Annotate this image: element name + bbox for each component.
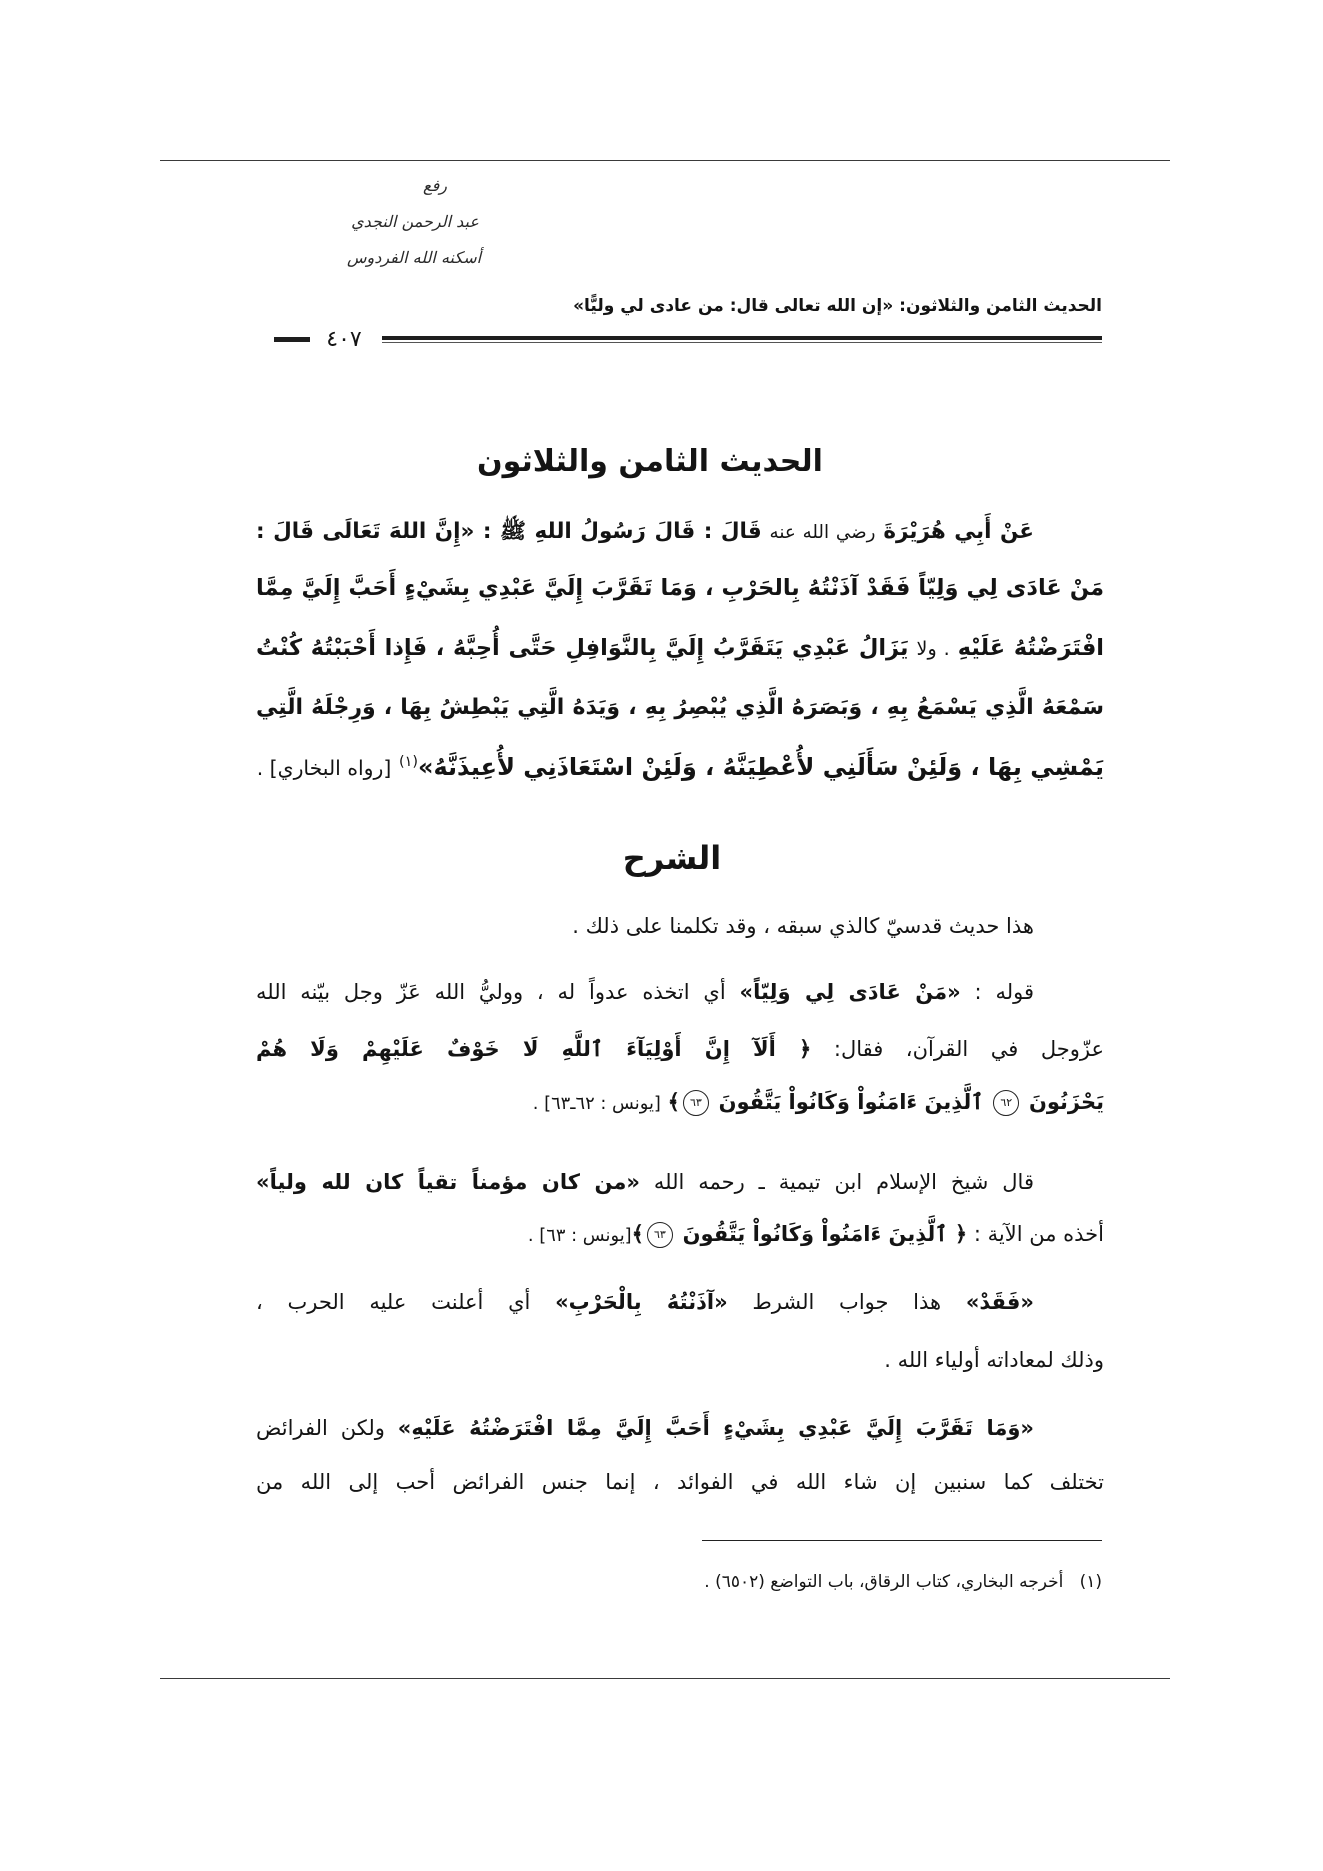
sharh-text: هذا جواب الشرط: [752, 1290, 942, 1314]
footnote: [256, 1567, 1102, 1597]
page-number-bar: [274, 337, 310, 342]
stamp-line: عبد الرحمن النجدي: [351, 212, 479, 231]
hadith-text: يَزَالُ عَبْدِي يَتَقَرَّبُ إِلَيَّ بِالنَّوَافِلِ حَتَّى أُحِبَّهُ ، فَإِذا أَحْبَبْتُهُ كُنْتُ: [256, 635, 909, 661]
page-number: ٤٠٧: [326, 327, 362, 352]
hadith-line: [256, 686, 1104, 730]
footnote-reference: (١): [398, 754, 418, 770]
sharh-line: [256, 906, 1034, 946]
sharh-line: [256, 972, 1034, 1012]
hadith-text: يَمْشِي بِهَا ، وَلَئِنْ سَأَلَنِي لأُعْطِيَنَّهُ ، وَلَئِنْ اسْتَعَاذَنِي لأُعِيذَنَّهُ»: [417, 753, 1104, 781]
sharh-line: [256, 1462, 1104, 1502]
footnote-text: أخرجه البخاري، كتاب الرقاق، باب التواضع (٦٥٠٢) .: [704, 1572, 1064, 1592]
sharh-text: قوله :: [974, 980, 1034, 1004]
hadith-source: [رواه البخاري] .: [256, 756, 392, 780]
quran-bracket: ﴾: [667, 1090, 680, 1114]
sharh-text: عزّوجل في القرآن، فقال:: [833, 1037, 1104, 1061]
hadith-line: [256, 566, 1104, 610]
top-border-line: [160, 160, 1170, 161]
sharh-line: [256, 1408, 1034, 1448]
hadith-quote: «فَقَدْ»: [965, 1290, 1034, 1314]
hadith-text: افْتَرَضْتُهُ عَلَيْهِ: [957, 635, 1105, 661]
verse-citation: [يونس : ٦٢ـ٦٣] .: [532, 1093, 661, 1114]
verse-citation: [يونس : ٦٣] .: [527, 1225, 632, 1246]
running-header-title: الحديث الثامن والثلاثون: «إن الله تعالى قال: من عادى لي وليًّا»: [573, 296, 1102, 316]
stamp-line: رفع: [423, 176, 447, 195]
sharh-text: قال شيخ الإسلام ابن تيمية ـ رحمه الله: [653, 1170, 1034, 1194]
sharh-line: [256, 1029, 1104, 1069]
sharh-line: [256, 1214, 1104, 1256]
hadith-text: مَنْ عَادَى لِي وَلِيّاً فَقَدْ آذَنْتُهُ بِالحَرْبِ ، وَمَا تَقَرَّبَ إِلَيَّ عَبْدِي بِشَيْءٍ أَحَبَّ إِلَيَّ مِمَّا: [256, 575, 1104, 601]
sharh-text: أي أعلنت عليه الحرب ،: [256, 1290, 531, 1314]
stamp-line: أسكنه الله الفردوس: [346, 248, 482, 267]
hadith-line: [256, 740, 1104, 790]
ayah-number-marker: ٦٢: [993, 1090, 1019, 1116]
ayah-number-marker: ٦٣: [683, 1090, 709, 1116]
sharh-text: أي اتخذه عدواً له ، ووليُّ الله عَزّ وجل بيّنه الله: [256, 980, 726, 1004]
sharh-line: [256, 1340, 1104, 1380]
sharh-line: [256, 1162, 1034, 1202]
hadith-line: [256, 626, 1104, 671]
sharh-text: أخذه من الآية :: [973, 1222, 1104, 1246]
hadith-connector: . ولا: [916, 637, 950, 660]
sharh-text: هذا حديث قدسيّ كالذي سبقه ، وقد تكلمنا على ذلك .: [572, 914, 1034, 938]
narrator-name: عَنْ أَبِي هُرَيْرَةَ: [883, 519, 1034, 544]
footnote-separator: [702, 1540, 1102, 1541]
header-thin-rule: [382, 342, 1102, 343]
hadith-text: قَالَ : قَالَ رَسُولُ اللهِ ﷺ : «إِنَّ اللهَ تَعَالَى قَالَ :: [256, 519, 762, 544]
ayah-number-marker: ٦٣: [647, 1222, 673, 1248]
hadith-quote: «وَمَا تَقَرَّبَ إِلَيَّ عَبْدِي بِشَيْءٍ أَحَبَّ إِلَيَّ مِمَّا افْتَرَضْتُهُ عَلَيْهِ»: [397, 1416, 1034, 1440]
quran-verse: ٱلَّذِينَ ءَامَنُواْ وَكَانُواْ يَتَّقُونَ: [718, 1090, 984, 1114]
scholar-quote: «من كان مؤمناً تقياً كان لله ولياً»: [256, 1170, 640, 1194]
sharh-text: ولكن الفرائض: [256, 1416, 385, 1440]
hadith-quote: «آذَنْتُهُ بِالْحَرْبِ»: [555, 1290, 728, 1314]
sharh-text: وذلك لمعاداته أولياء الله .: [884, 1348, 1104, 1372]
quran-verse: يَحْزَنُونَ: [1028, 1090, 1104, 1114]
quran-verse: ﴿ أَلَآ إِنَّ أَوْلِيَآءَ ٱللَّهِ لَا خَوْفٌ عَلَيْهِمْ وَلَا هُمْ: [256, 1037, 812, 1061]
hadith-quote: «مَنْ عَادَى لِي وَلِيّاً»: [739, 980, 961, 1004]
hadith-title: الحديث الثامن والثلاثون: [477, 444, 823, 479]
quran-bracket: ﴾: [631, 1222, 644, 1246]
bottom-border-line: [160, 1678, 1170, 1679]
sharh-heading: الشرح: [622, 839, 722, 877]
header-thick-rule: [382, 336, 1102, 340]
narrator-honorific: رضي الله عنه: [769, 522, 876, 543]
quran-verse: ﴿ ٱلَّذِينَ ءَامَنُواْ وَكَانُواْ يَتَّقُونَ: [682, 1222, 968, 1246]
sharh-text: تختلف كما سنبين إن شاء الله في الفوائد ، إنما جنس الفرائض أحب إلى الله من: [256, 1470, 1104, 1494]
sharh-line: [256, 1282, 1034, 1322]
sharh-line: [256, 1082, 1104, 1124]
hadith-text: سَمْعَهُ الَّذِي يَسْمَعُ بِهِ ، وَبَصَرَهُ الَّذِي يُبْصِرُ بِهِ ، وَيَدَهُ الَّتِي يَبْطِشُ بِهَا ، وَرِجْلَهُ الَّتِي: [256, 695, 1104, 720]
footnote-marker: (١): [1079, 1572, 1102, 1592]
hadith-line: [256, 510, 1034, 555]
